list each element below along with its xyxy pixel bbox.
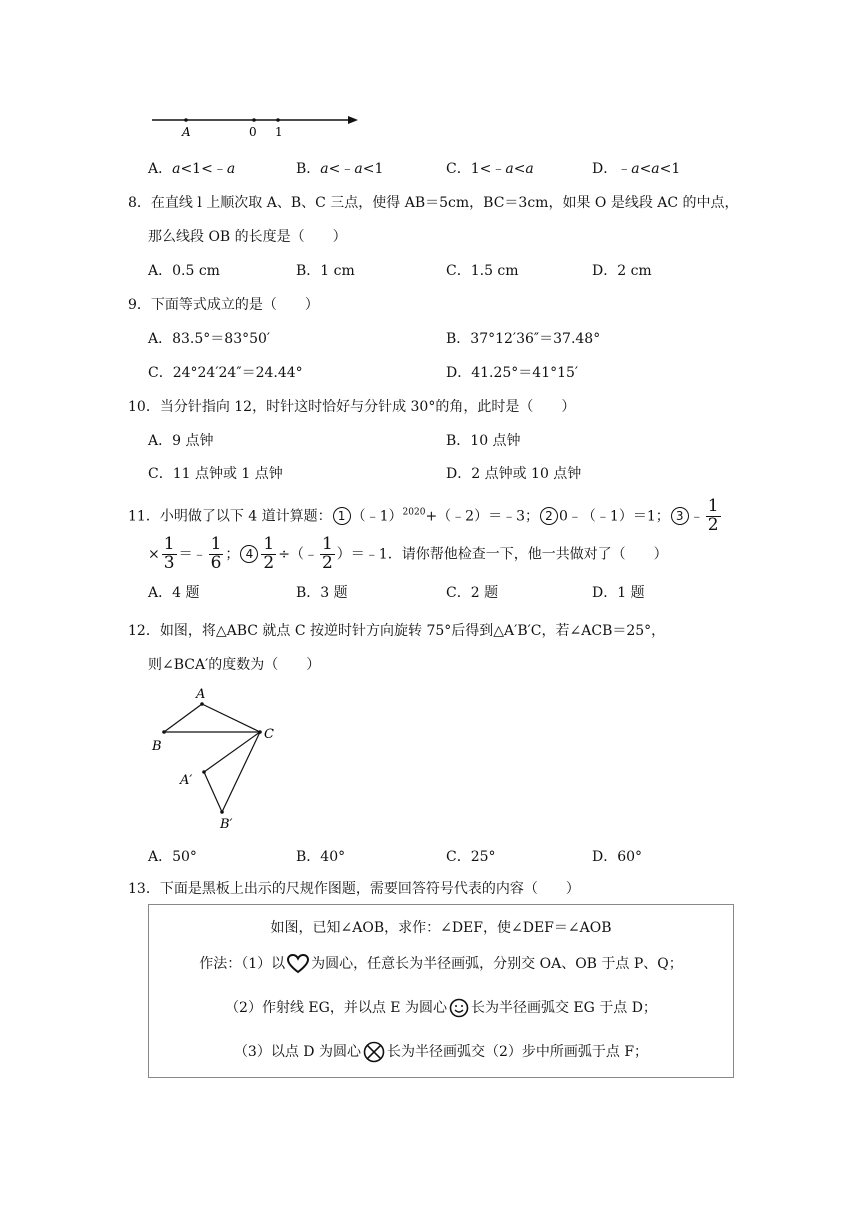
fraction-denominator: 3 — [163, 552, 175, 573]
q11-intro: 11．小明做了以下 4 道计算题： — [128, 508, 332, 525]
number-line-figure — [148, 108, 363, 140]
q9-option-b[interactable]: B．37°12′36″＝37.48° — [446, 331, 601, 347]
fraction-denominator: 2 — [263, 552, 275, 573]
fraction-one-sixth — [209, 536, 224, 573]
q8-option-d[interactable]: D．2 cm — [592, 263, 652, 279]
fig-label-b: B — [152, 739, 162, 754]
semicolon: ； — [225, 546, 240, 563]
q12-stem-line1: 12．如图，将△ABC 就点 C 按逆时针方向旋转 75°后得到△A′B′C，若∠ACB＝25°， — [128, 623, 666, 639]
q9-stem: 9．下面等式成立的是（ ） — [128, 297, 319, 313]
box-line-2 — [149, 953, 733, 974]
q11-option-b[interactable]: B．3 题 — [296, 585, 348, 601]
q10-option-c[interactable]: C．11 点钟或 1 点钟 — [148, 466, 283, 482]
box-line-3-start: （2）作射线 EG，并以点 E 为圆心 — [225, 1000, 447, 1016]
q11-closing-text: ）＝﹣1．请你帮他检查一下，他一共做对了（ ） — [336, 546, 668, 563]
fig-label-b-prime: B′ — [220, 817, 233, 832]
fraction-numerator: 1 — [321, 534, 333, 554]
q11-expr1a: （﹣1） — [351, 508, 403, 525]
division-text: ÷（﹣ — [278, 546, 318, 563]
q11-option-a[interactable]: A．4 题 — [148, 585, 200, 601]
fraction-one-half — [706, 498, 721, 535]
q7-option-b[interactable]: B．𝑎<﹣𝑎<1 — [296, 161, 384, 177]
q8-option-b[interactable]: B．1 cm — [296, 263, 355, 279]
fig-label-a: A — [196, 687, 206, 702]
q11-option-d[interactable]: D．1 题 — [592, 585, 645, 601]
equals-negative: ＝﹣ — [178, 546, 207, 563]
q11-minus-sign: ﹣ — [689, 508, 704, 525]
q10-option-a[interactable]: A．9 点钟 — [148, 433, 214, 449]
fraction-numerator: 1 — [263, 534, 275, 554]
fraction-one-third — [162, 536, 177, 573]
box-line-2-start: 作法：（1）以 — [199, 956, 286, 972]
q11-exponent: 2020 — [402, 507, 426, 518]
heart-icon — [287, 954, 309, 974]
q11-expr2: 0﹣（﹣1）＝1； — [559, 508, 670, 525]
q9-option-c[interactable]: C．24°24′24″＝24.44° — [148, 365, 303, 381]
number-line-label-0: 0 — [249, 125, 257, 139]
circled-number-3: 3 — [671, 507, 689, 525]
fig-label-c: C — [264, 727, 274, 742]
box-line-4 — [149, 1041, 733, 1063]
fig-label-a-prime: A′ — [180, 773, 193, 788]
q8-stem-line2: 那么线段 OB 的长度是（ ） — [148, 229, 347, 245]
times-sign: × — [148, 546, 160, 563]
box-line-2-end: 为圆心，任意长为半径画弧，分别交 OA、OB 于点 P、Q； — [311, 956, 683, 972]
circled-number-2: 2 — [540, 507, 558, 525]
triangle-rotation-figure — [146, 684, 286, 832]
fraction-one-half — [261, 536, 276, 573]
q11-stem-line2 — [148, 536, 668, 573]
smiley-icon — [449, 998, 469, 1018]
box-line-4-end: 长为半径画弧交（2）步中所画弧于点 F； — [386, 1044, 649, 1060]
q7-option-c[interactable]: C．1<﹣𝑎<𝑎 — [446, 161, 534, 177]
q8-option-a[interactable]: A．0.5 cm — [148, 263, 220, 279]
q10-option-d[interactable]: D．2 点钟或 10 点钟 — [446, 466, 582, 482]
box-line-3-end: 长为半径画弧交 EG 于点 D； — [470, 1000, 657, 1016]
fraction-numerator: 1 — [210, 534, 222, 554]
box-line-1: 如图，已知∠AOB，求作：∠DEF，使∠DEF＝∠AOB — [270, 920, 612, 936]
q9-option-d[interactable]: D．41.25°＝41°15′ — [446, 365, 579, 381]
box-line-4-start: （3）以点 D 为圆心 — [233, 1044, 361, 1060]
circled-x-icon — [363, 1041, 385, 1063]
q11-stem-line1 — [128, 498, 723, 535]
q12-option-d[interactable]: D．60° — [592, 849, 643, 865]
fraction-numerator: 1 — [163, 534, 175, 554]
q11-expr1b: +（﹣2）＝﹣3； — [425, 508, 539, 525]
construction-problem-box — [148, 904, 734, 1078]
fraction-denominator: 2 — [321, 552, 333, 573]
fraction-one-half — [320, 536, 335, 573]
q11-option-c[interactable]: C．2 题 — [446, 585, 499, 601]
box-line-3 — [149, 997, 733, 1018]
q12-option-c[interactable]: C．25° — [446, 849, 496, 865]
circled-number-4: 4 — [240, 545, 258, 563]
q8-stem-line1: 8．在直线 l 上顺次取 A、B、C 三点，使得 AB＝5cm，BC＝3cm，如果 O 是线段 AC 的中点， — [128, 195, 739, 211]
q7-option-d[interactable]: D．﹣𝑎<𝑎<1 — [592, 161, 681, 177]
number-line-label-1: 1 — [275, 125, 283, 139]
fraction-numerator: 1 — [707, 496, 719, 516]
circled-number-1: 1 — [333, 507, 351, 525]
fraction-denominator: 2 — [707, 514, 719, 535]
number-line-label-a: A — [182, 125, 191, 139]
q12-option-b[interactable]: B．40° — [296, 849, 346, 865]
q13-stem: 13．下面是黑板上出示的尺规作图题，需要回答符号代表的内容（ ） — [128, 881, 580, 897]
q7-option-a[interactable]: A．𝑎<1<﹣𝑎 — [148, 161, 236, 177]
q12-option-a[interactable]: A．50° — [148, 849, 197, 865]
q12-stem-line2: 则∠BCA′的度数为（ ） — [148, 657, 321, 673]
q9-option-a[interactable]: A．83.5°＝83°50′ — [148, 331, 271, 347]
q10-option-b[interactable]: B．10 点钟 — [446, 433, 521, 449]
fraction-denominator: 6 — [210, 552, 222, 573]
q10-stem: 10．当分针指向 12，时针这时恰好与分针成 30°的角，此时是（ ） — [128, 399, 576, 415]
q8-option-c[interactable]: C．1.5 cm — [446, 263, 519, 279]
